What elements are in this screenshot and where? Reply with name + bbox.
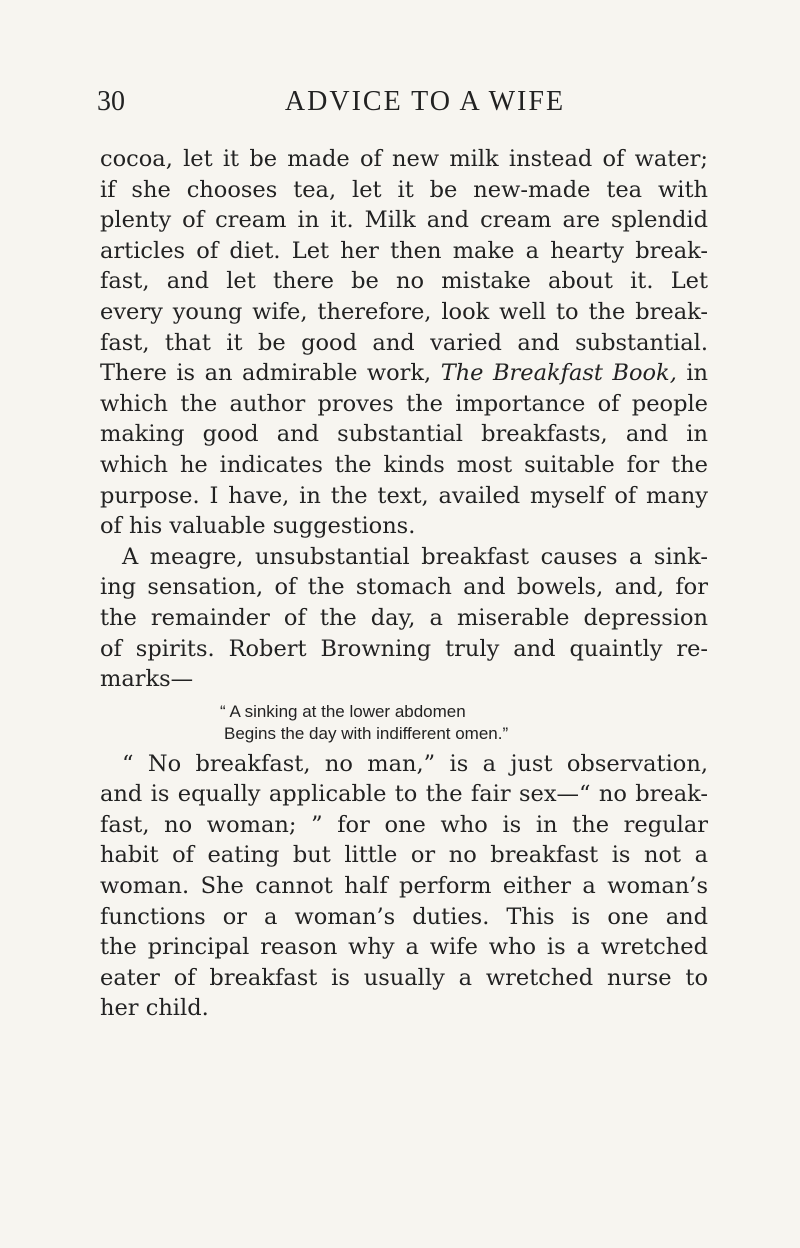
verse-quote xyxy=(100,701,708,745)
text-fragment: There is an admirable work, xyxy=(100,360,432,387)
text-line: which he indicates the kinds most suitable for the xyxy=(100,451,708,478)
text-line: functions or a woman’s duties. This is one and xyxy=(100,903,708,930)
verse-line: “ A sinking at the lower abdomen xyxy=(220,701,466,721)
text-line: if she chooses tea, let it be new-made tea with xyxy=(100,176,708,203)
text-line-with-title xyxy=(100,358,708,389)
body-text xyxy=(100,144,708,1024)
book-title: The Breakfast Book, xyxy=(440,360,677,387)
text-line: of spirits. Robert Browning truly and quaintly re- xyxy=(100,635,708,662)
text-line: making good and substantial breakfasts, and in xyxy=(100,421,708,448)
text-line: woman. She cannot half perform either a woman’s xyxy=(100,873,708,900)
text-line: cocoa, let it be made of new milk instead of water; xyxy=(100,146,708,172)
text-line: fast, that it be good and varied and substantial. xyxy=(100,329,708,356)
text-line: plenty of cream in it. Milk and cream are splendid xyxy=(100,207,708,234)
text-line: of his valuable suggestions. xyxy=(100,513,416,540)
text-line: habit of eating but little or no breakfast is not a xyxy=(100,842,708,869)
text-line: fast, no woman; ” for one who is in the regular xyxy=(100,811,708,838)
paragraph-3 xyxy=(100,749,708,1024)
text-line: fast, and let there be no mistake about it. Let xyxy=(100,268,708,295)
text-line: the remainder of the day, a miserable depression xyxy=(100,604,708,631)
running-head xyxy=(97,86,713,126)
text-line: ing sensation, of the stomach and bowels, and, for xyxy=(100,574,708,601)
text-line: which the author proves the importance of people xyxy=(100,390,708,417)
text-line: purpose. I have, in the text, availed myself of many xyxy=(100,482,708,509)
text-line: her child. xyxy=(100,995,209,1022)
paragraph-2 xyxy=(100,542,708,695)
text-line: articles of diet. Let her then make a hearty break- xyxy=(100,237,708,264)
page-number: 30 xyxy=(97,86,125,117)
text-line: and is equally applicable to the fair sex—“ no break- xyxy=(100,781,708,808)
text-line: every young wife, therefore, look well to the break- xyxy=(100,298,708,325)
text-line: “ No breakfast, no man,” is a just observation, xyxy=(122,750,708,777)
verse-line: Begins the day with indifferent omen.” xyxy=(224,723,509,743)
paragraph-1 xyxy=(100,144,708,542)
page-title: ADVICE TO A WIFE xyxy=(284,86,566,117)
text-line: the principal reason why a wife who is a wretched xyxy=(100,934,708,961)
text-fragment: in xyxy=(686,360,709,387)
text-line: marks— xyxy=(100,666,194,693)
text-line: A meagre, unsubstantial breakfast causes a sink- xyxy=(122,543,708,570)
text-line: eater of breakfast is usually a wretched nurse to xyxy=(100,964,708,991)
